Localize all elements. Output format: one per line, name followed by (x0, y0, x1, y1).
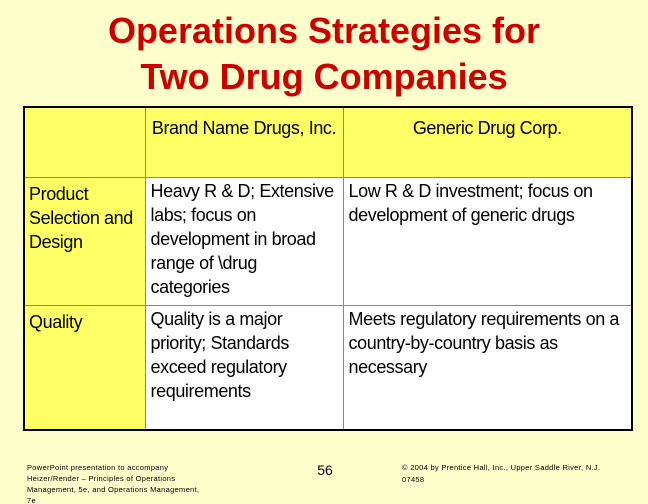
header-cell-blank (24, 107, 145, 177)
header-cell-generic-drug-corp: Generic Drug Corp. (343, 107, 632, 177)
footer-credit-line: Heizer/Render – Principles of Operations (27, 474, 176, 483)
page-number: 56 (317, 462, 333, 478)
table-row (24, 177, 632, 305)
slide-title-line-2: Two Drug Companies (140, 56, 508, 97)
slide-title-line-1: Operations Strategies for (107, 10, 541, 51)
footer-copyright-line: © 2004 by Prentice Hall, Inc., Upper Saddle River, N.J. (402, 463, 601, 472)
cell-generic-quality: Meets regulatory requirements on a country-by-country basis as necessary (343, 305, 632, 430)
cell-generic-product-selection: Low R & D investment; focus on development of generic drugs (343, 177, 632, 305)
header-cell-brand-name-drugs: Brand Name Drugs, Inc. (145, 107, 343, 177)
footer-credit-line: 7e (27, 496, 36, 504)
strategy-comparison-table (23, 106, 633, 431)
slide-title (0, 8, 648, 100)
table-row (24, 305, 632, 430)
row-label-product-selection: Product Selection and Design (24, 177, 145, 305)
cell-brand-quality: Quality is a major priority; Standards exceed regulatory requirements (145, 305, 343, 430)
footer-credit-line: Management, 5e, and Operations Management, (27, 485, 200, 494)
row-label-quality: Quality (24, 305, 145, 430)
footer-credit (27, 462, 257, 504)
footer-credit-line: PowerPoint presentation to accompany (27, 463, 169, 472)
footer-copyright-line: 07458 (402, 475, 425, 484)
footer-copyright (402, 462, 637, 486)
cell-brand-product-selection: Heavy R & D; Extensive labs; focus on development in broad range of \drug categories (145, 177, 343, 305)
table-header-row (24, 107, 632, 177)
